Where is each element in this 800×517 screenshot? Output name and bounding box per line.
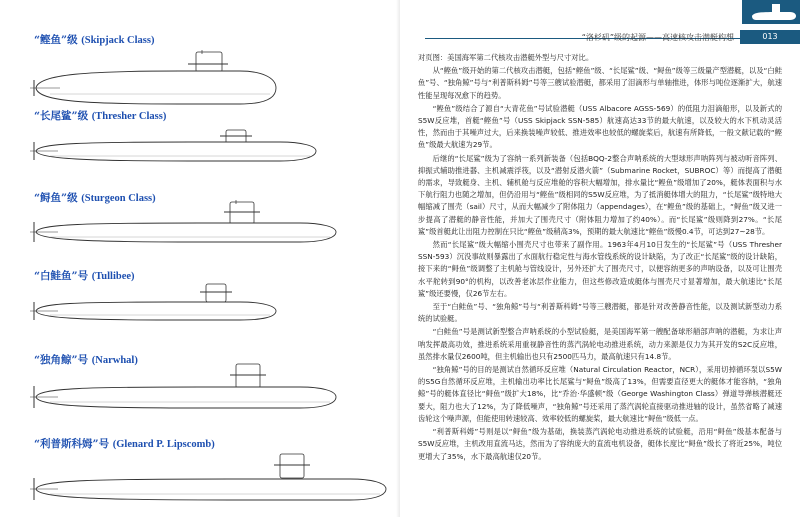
body-paragraph: “利普斯科姆”号则是以“鲟鱼”级为基础，换装蒸汽涡轮电动推进系统的试验艇，沿用“鲟鱼”级基本配备与S5W反应堆，主机改用直流马达，然而为了容纳庞大的直流电机设备，艇体长度比“鲟鱼”级长了将近25%，吨位更增大了35%，水下最高航速仅20节。 — [418, 427, 782, 461]
thresher-silhouette — [30, 126, 320, 166]
body-paragraph: 后继的“长尾鲨”级为了容纳一系列新装备（包括BQQ-2整合声呐系统的大型球形声呐阵列与被动听音阵列、抑振式辅助推进器、主机减震浮筏，以及“潜射反潜火箭”（Submarine Rocket，SUBROC）等）而提高了潜艇的需求，导致艇身、主机、辅机舱与反应堆舱的容积大幅增加，排水量比“鲣鱼”级增加了20%，艇体表面积与水下航行阻力也随之增加，但仍沿用与“鲣鱼”级相同的S5W反应堆，为了抵消艇体增大的阻力，“长尾鲨”级特地大幅缩减了围壳（sail）尺寸，从而大幅减少了附体阻力（appendages），在“鲣鱼”级的基础上，“鲟鱼”级又进一步提高了潜艇的静音性能，并加大了围壳尺寸（附体阻力增加了约40%）。而“长尾鲨”级则降到27%。“长尾鲨”级首艇此让出阻力控制在只比“鲣鱼”级稍高3%，预期的最大航速比“鲣鱼”级慢0.4节，可达到27~28节。 — [418, 153, 782, 236]
sub-title-sturgeon: “鲟鱼”级 (Sturgeon Class) — [34, 192, 156, 204]
sub-title-narwhal: “独角鲸”号 (Narwhal) — [34, 354, 138, 366]
body-paragraph: 然而“长尾鲨”级大幅缩小围壳尺寸也带来了副作用。1963年4月10日发生的“长尾鲨”号（USS Thresher SSN-593）沉没事故则暴露出了水面航行稳定性与海水管线系统的设计缺陷，为了改正“长尾鲨”级的设计缺陷，接下来的“鲟鱼”级调整了主机舱与管线设计，另外还扩大了围壳尺寸，以便容纳更多的声呐设备，以及可让围壳水平舵转到90°的机构，以改善老冰层作业能力，但这些修改造成艇体与围壳尺寸显著增加，最大航速比“长尾鲨”级还要慢，仅26节左右。 — [418, 240, 782, 298]
sub-title-skipjack: “鲣鱼”级 (Skipjack Class) — [34, 34, 155, 46]
narwhal-silhouette — [30, 362, 340, 414]
sub-title-lipscomb: “利普斯科姆”号 (Glenard P. Lipscomb) — [34, 438, 215, 450]
article-body — [418, 52, 782, 464]
body-paragraph: “鲣鱼”级结合了源自“大青花鱼”号试验潜艇（USS Albacore AGSS-569）的低阻力泪滴船形，以及新式的S5W反应堆，首艇“鲣鱼”号（USS Skipjack SSN-585）航速高达33节的最大航速，以及较大的水下机动灵活性，然而由于其噪声过大，后来换装噪声较低、推进效率也较低的螺旋桨后，航速有所降低，一般文献记载的“鲣鱼”级最大航速为29节。 — [418, 103, 782, 150]
running-header: “洛杉矶”级的起源——高速核攻击潜艇构想 — [581, 33, 734, 42]
submarine-logo-icon — [742, 0, 800, 24]
body-paragraph: 从“鲣鱼”级开始的第二代核攻击潜艇，包括“鲣鱼”级、“长尾鲨”级、“鲟鱼”级等三级量产型潜艇，以及“白鲑鱼”号、“独角鲸”号与“利普斯科姆”号等三艘试验潜艇，都采用了泪滴形与单轴推进，体形与吨位逐渐扩大，航速性能呈现每况愈下的趋势。 — [418, 66, 782, 100]
body-paragraph: “独角鲸”号的目的是测试自然循环反应堆（Natural Circulation Reactor，NCR），采用切掉循环泵以S5W的S5G自然循环反应堆，主机输出功率比长尾鲨与“鲟鱼”级高了13%，但需要直径更大的艇体才能容纳，“独角鲸”号的艇体直径比“鲟鱼”级扩大18%，比“乔治·华盛顿”级（George Washington Class）弹道导弹核潜艇还要大，阻力也大了12%，为了降低噪声，“独角鲸”号还采用了蒸汽涡轮直接驱动推进轴的设计，虽然省略了减速齿轮这个噪声源，但能使用转速较高、效率较低的螺旋桨，最大航速比“鲟鱼”级低一点。 — [418, 365, 782, 423]
lipscomb-silhouette — [30, 452, 390, 506]
caption-paragraph: 对页图：美国海军第二代核攻击潜艇外型与尺寸对比。 — [418, 53, 594, 62]
page-number: 013 — [740, 30, 800, 44]
sub-title-tullibee: “白鲑鱼”号 (Tullibee) — [34, 270, 135, 282]
skipjack-silhouette — [30, 50, 280, 106]
sub-title-thresher: “长尾鲨”级 (Thresher Class) — [34, 110, 167, 122]
body-paragraph: 至于“白鲑鱼”号、“独角鲸”号与“利普斯科姆”号等三艘潜艇，都是针对改善静音性能，以及测试新型动力系统的试验艇。 — [418, 302, 782, 324]
sturgeon-silhouette — [30, 200, 340, 248]
body-paragraph: “白鲑鱼”号是测试新型整合声呐系统的小型试验艇，是美国海军第一艘配备球形艏部声呐的潜艇，为求让声呐发挥最高功效，推进系统采用重视静音性的蒸汽涡轮电动推进系统，动力来源是仅力为其开发的S2C反应堆，虽然排水量仅2600吨，但主机输出也只有2500匹马力，最高航速只有14.8节。 — [418, 327, 782, 361]
tullibee-silhouette — [30, 282, 280, 326]
